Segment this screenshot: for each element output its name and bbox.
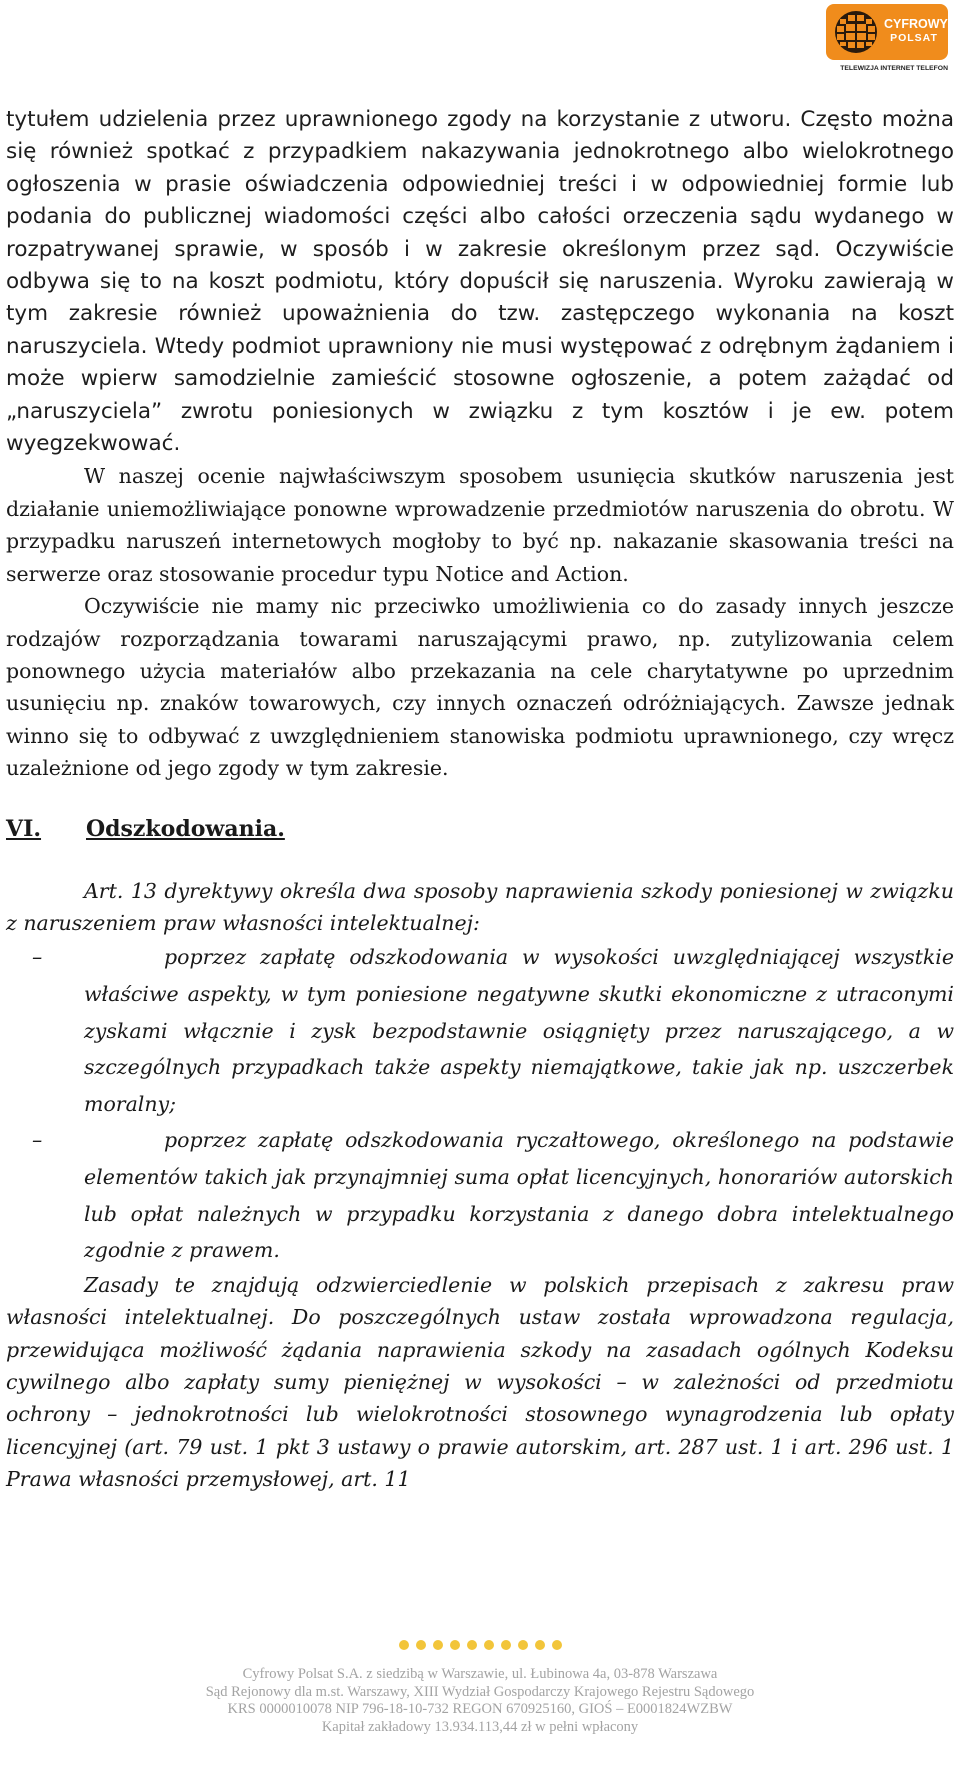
footer-line-capital: Kapitał zakładowy 13.934.113,44 zł w pełni wpłacony <box>321 1718 639 1735</box>
footer-line-registry: KRS 0000010078 NIP 796-18-10-732 REGON 670925160, GIOŚ – E0001824WZBW <box>227 1701 733 1717</box>
section-heading <box>6 813 954 845</box>
footer-dots <box>0 1640 960 1650</box>
footer-line-address: Cyfrowy Polsat S.A. z siedzibą w Warszawie, ul. Łubinowa 4a, 03-878 Warszawa <box>242 1666 718 1682</box>
logo-wordmark <box>884 17 948 45</box>
logo-badge <box>826 4 948 60</box>
paragraph-intro-1: tytułem udzielenia przez uprawnionego zgody na korzystanie z utworu. Często można się również spotkać z przypadkiem nakazywania jednokrotnego albo wielokrotnego ogłoszenia w prasie oświadczenia odpowiedniej treści i w odpowiedniej formie lub podania do publicznej wiadomości części albo całości orzeczenia sądu wydanego w rozpatrywanej sprawie, w sposób i w zakresie określonym przez sąd. Oczywiście odbywa się to na koszt podmiotu, który dopuścił się naruszenia. Wyroku zawierają w tym zakresie również upoważnienia do tzw. zastępczego wykonania na koszt naruszyciela. Wtedy podmiot uprawniony nie musi występować z odrębnym żądaniem i może wpierw samodzielnie zamieścić stosowne ogłoszenie, a potem zażądać od „naruszyciela” zwrotu poniesionych w związku z tym kosztów i je ew. potem wyegzekwować. <box>6 107 954 457</box>
list-item <box>6 1122 954 1268</box>
bullet-dash: – <box>32 945 43 970</box>
section-title: Odszkodowania. <box>86 815 285 842</box>
paragraph-intro-2: W naszej ocenie najwłaściwszym sposobem usunięcia skutków naruszenia jest działanie uniemożliwiające ponowne wprowadzenie przedmiotów naruszenia do obrotu. W przypadku naruszeń internetowych mogłoby to być np. nakazanie skasowania treści na serwerze oraz stosowanie procedur typu Notice and Action. <box>6 464 954 586</box>
paragraph-intro-3: Oczywiście nie mamy nic przeciwko umożliwienia co do zasady innych jeszcze rodzajów rozporządzania towarami naruszającymi prawo, np. zutylizowania celem ponownego użycia materiałów albo przekazania na cele charytatywne po uprzednim usunięciu np. znaków towarowych, czy innych oznaczeń odróżniających. Zawsze jednak winno się to odbywać z uwzględnieniem stanowiska podmiotu uprawnionego, czy wręcz uzależnione od jego zgody w tym zakresie. <box>6 594 954 781</box>
footer-line-court: Sąd Rejonowy dla m.st. Warszawy, XIII Wydział Gospodarczy Krajowego Rejestru Sądowego <box>205 1683 755 1700</box>
globe-icon <box>834 10 878 54</box>
paragraph-art13: Art. 13 dyrektywy określa dwa sposoby naprawienia szkody poniesionej w związku z naruszeniem praw własności intelektualnej: <box>6 878 954 935</box>
logo-tagline: TELEWIZJA INTERNET TELEFON <box>840 65 948 72</box>
list-item-text: poprzez zapłatę odszkodowania ryczałtowego, określonego na podstawie elementów takich jak przynajmniej suma opłat licencyjnych, honorariów autorskich lub opłat należnych w przypadku korzystania z danego dobra intelektualnego zgodnie z prawem. <box>84 1128 954 1263</box>
bullet-dash: – <box>32 1128 43 1153</box>
list-item <box>6 939 954 1122</box>
logo-line1: CYFROWY <box>884 17 948 31</box>
logo-line2: POLSAT <box>890 32 938 44</box>
cyfrowy-polsat-logo <box>826 4 948 72</box>
paragraph-closing: Zasady te znajdują odzwierciedlenie w polskich przepisach z zakresu praw własności intelektualnej. Do poszczególnych ustaw została wprowadzona regulacja, przewidująca możliwość żądania naprawienia szkody na zasadach ogólnych Kodeksu cywilnego albo zapłaty sumy pieniężnej w wysokości – w zależności od przedmiotu ochrony – jednokrotności lub wielokrotności stosownego wynagrodzenia lub opłaty licencyjnej (art. 79 ust. 1 pkt 3 ustawy o prawie autorskim, art. 287 ust. 1 i art. 296 ust. 1 Prawa własności przemysłowej, art. 11 <box>6 1272 954 1492</box>
document-body <box>6 104 954 1496</box>
section-number: VI. <box>6 815 42 842</box>
page-footer <box>0 1640 960 1736</box>
list-item-text: poprzez zapłatę odszkodowania w wysokości uwzględniającej wszystkie właściwe aspekty, w tym poniesione negatywne skutki ekonomiczne z utraconymi zyskami włącznie i zysk bezpodstawnie osiągnięty przez naruszającego, a w szczególnych przypadkach także aspekty niemajątkowe, takie jak np. uszczerbek moralny; <box>84 945 954 1116</box>
